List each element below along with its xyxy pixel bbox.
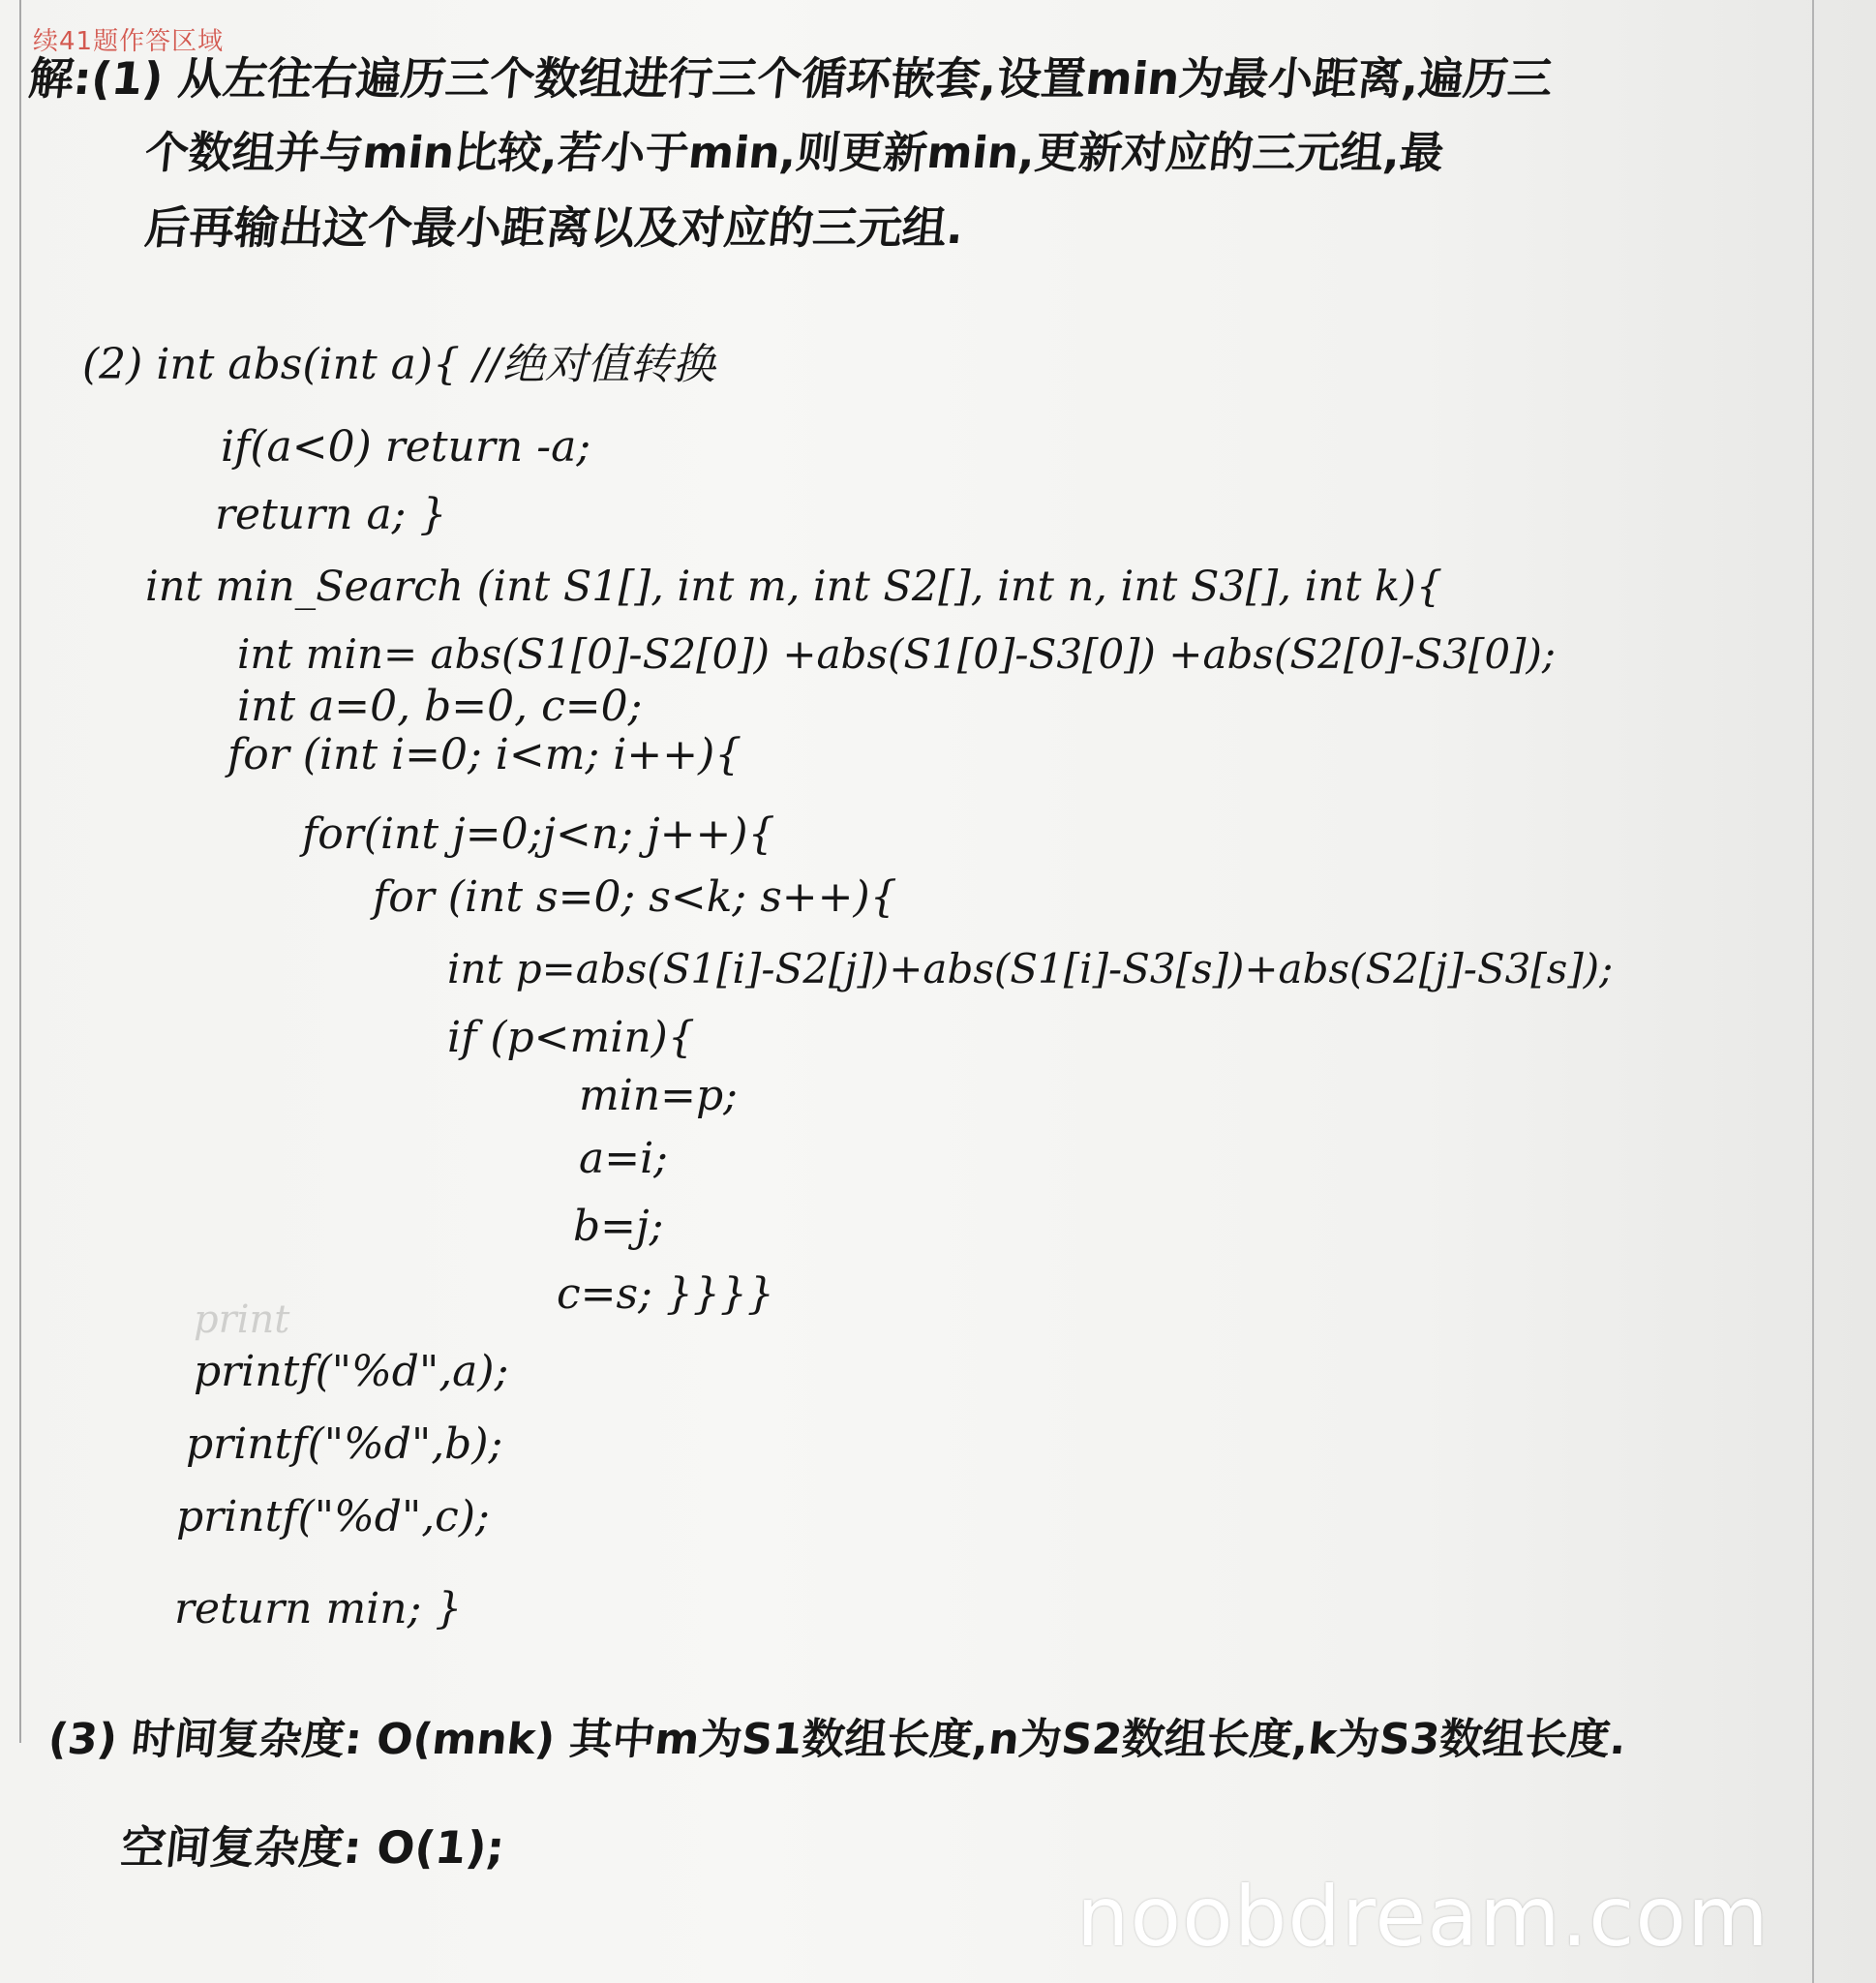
code-line-16: printf("%d",a); [194, 1347, 509, 1396]
code-line-2: if(a<0) return -a; [221, 422, 591, 472]
code-line-9: for (int s=0; s<k; s++){ [373, 872, 897, 922]
code-line-6: int a=0, b=0, c=0; [237, 682, 643, 731]
code-line-3: return a; } [215, 490, 447, 539]
part1-line-2: 个数组并与min比较,若小于min,则更新min,更新对应的三元组,最 [142, 127, 1447, 178]
code-line-13: a=i; [579, 1134, 668, 1183]
code-line-15: c=s; }}}} [557, 1269, 774, 1319]
code-line-19: return min; } [174, 1584, 463, 1633]
code-line-14: b=j; [573, 1202, 664, 1251]
code-line-10: int p=abs(S1[i]-S2[j])+abs(S1[i]-S3[s])+abs(S2[j]-S3[s]); [447, 945, 1614, 992]
code-line-1: (2) int abs(int a){ //绝对值转换 [82, 340, 715, 389]
code-line-4: int min_Search (int S1[], int m, int S2[], int n, int S3[], int k){ [145, 563, 1443, 611]
code-line-7: for (int i=0; i<m; i++){ [227, 730, 742, 779]
part1-line-1: 解:(1) 从左往右遍历三个数组进行三个循环嵌套,设置min为最小距离,遍历三 [26, 52, 1556, 105]
part1-line-3: 后再输出这个最小距离以及对应的三元组. [142, 201, 967, 254]
part3-time-complexity: (3) 时间复杂度: O(mnk) 其中m为S1数组长度,n为S2数组长度,k为S3数组长度. [45, 1715, 1629, 1764]
part3-space-complexity: 空间复杂度: O(1); [118, 1821, 507, 1874]
code-line-18: printf("%d",c); [176, 1492, 490, 1541]
code-line-5: int min= abs(S1[0]-S2[0]) +abs(S1[0]-S3[0]) +abs(S2[0]-S3[0]); [237, 630, 1557, 678]
code-line-17: printf("%d",b); [186, 1419, 503, 1469]
code-line-11: if (p<min){ [447, 1013, 695, 1062]
right-margin-line [1812, 0, 1814, 1983]
left-margin-line [19, 0, 21, 1743]
answer-area-header: 续41题作答区域 [33, 27, 225, 56]
code-line-8: for(int j=0;j<n; j++){ [302, 809, 775, 859]
crossed-out-text: print [194, 1297, 290, 1342]
code-line-12: min=p; [579, 1071, 738, 1120]
watermark: noobdream.com [1076, 1869, 1770, 1966]
